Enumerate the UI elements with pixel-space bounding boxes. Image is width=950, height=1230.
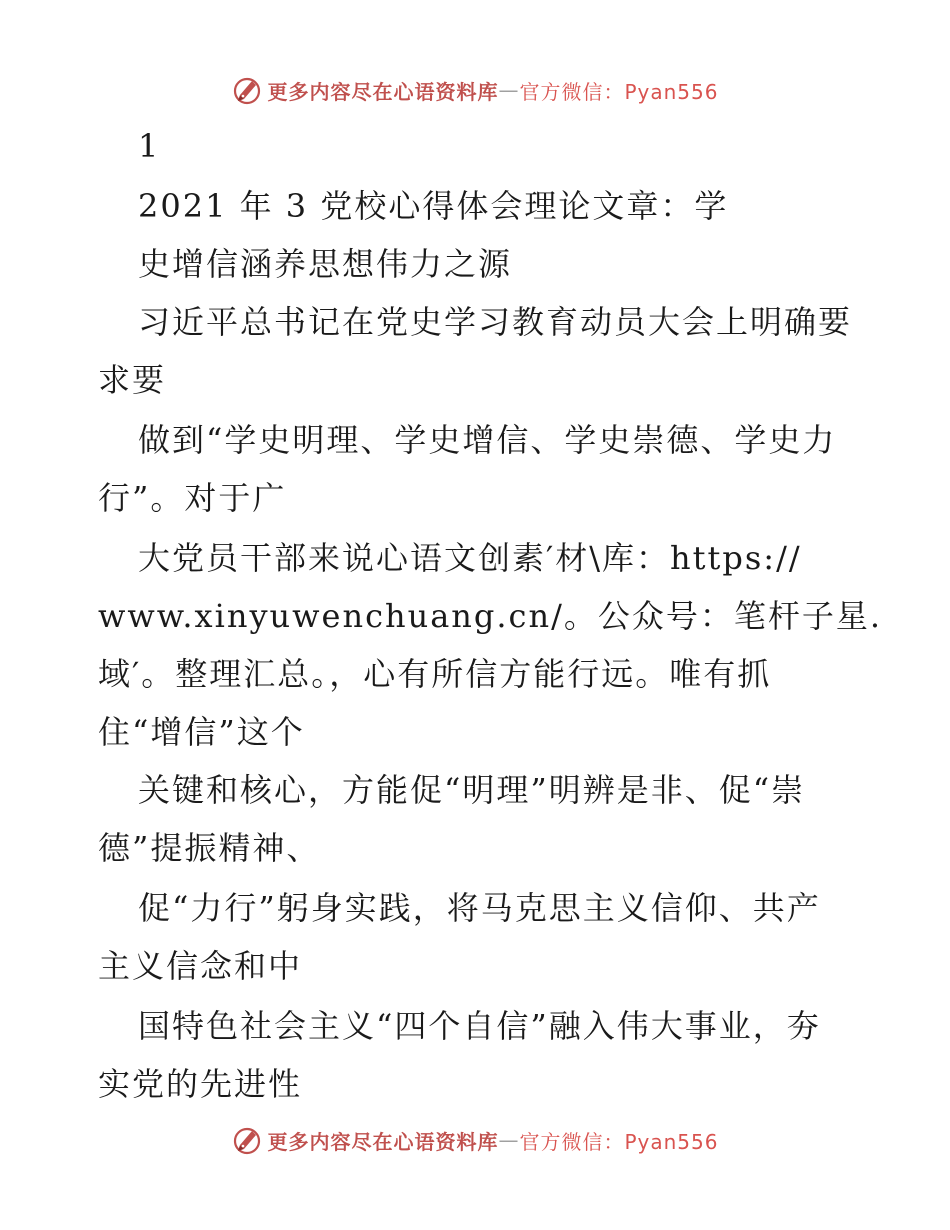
pen-nib-logo-icon: [231, 1124, 263, 1156]
body-line: 习近平总书记在党史学习教育动员大会上明确要: [138, 303, 853, 341]
body-line: 行”。对于广: [98, 479, 287, 517]
banner-wechat-text: 官方微信：Pyan556: [519, 79, 719, 104]
body-line: 促“力行”躬身实践，将马克思主义信仰、共产: [138, 889, 821, 927]
page-number: 1: [138, 127, 161, 165]
banner-separator: —: [498, 1128, 520, 1152]
body-line: 住“增信”这个: [98, 713, 305, 751]
body-line: 德”提振精神、: [98, 829, 321, 867]
banner-main-text: 更多内容尽在心语资料库: [267, 1129, 499, 1154]
body-line: 大党员干部来说心语文创素′材\库：https://: [138, 539, 802, 577]
footer-banner: [0, 1120, 950, 1160]
body-line: 做到“学史明理、学史增信、学史崇德、学史力: [138, 421, 837, 459]
body-line: 域′。整理汇总。，心有所信方能行远。唯有抓: [98, 655, 772, 693]
body-line: 主义信念和中: [98, 947, 303, 985]
body-line: www.xinyuwenchuang.cn/。公众号：笔杆子星.: [98, 597, 883, 635]
banner-separator: —: [498, 78, 520, 102]
title-line-2: 史增信涵养思想伟力之源: [138, 245, 513, 283]
banner-main-text: 更多内容尽在心语资料库: [267, 79, 499, 104]
body-line: 求要: [98, 361, 167, 399]
pen-nib-logo-icon: [231, 74, 263, 106]
title-line-1: 2021 年 3 党校心得体会理论文章：学: [138, 187, 729, 225]
banner-wechat-text: 官方微信：Pyan556: [519, 1129, 719, 1154]
body-line: 国特色社会主义“四个自信”融入伟大事业，夯: [138, 1007, 821, 1045]
body-line: 实党的先进性: [98, 1065, 303, 1103]
header-banner: [0, 70, 950, 110]
body-line: 关键和核心，方能促“明理”明辨是非、促“崇: [138, 771, 806, 809]
